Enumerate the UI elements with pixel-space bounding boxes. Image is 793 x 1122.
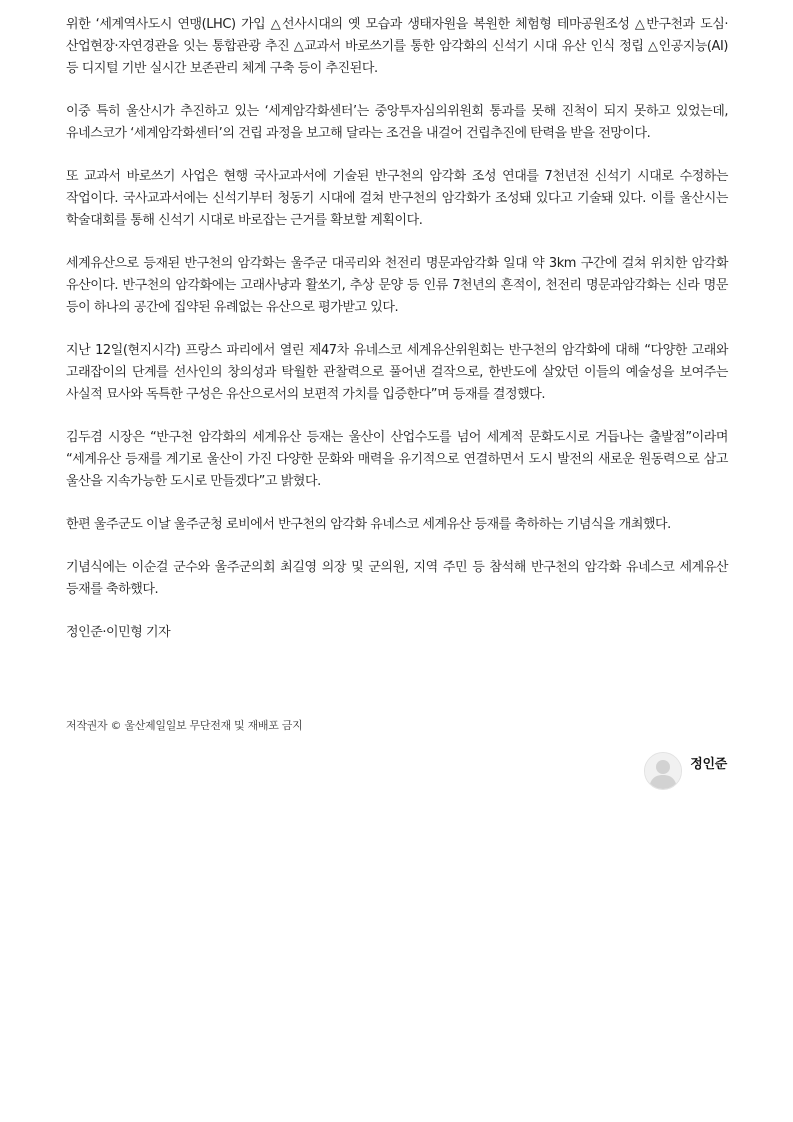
- article-byline: 정인준·이민형 기자: [66, 625, 171, 640]
- author-name[interactable]: 정인준: [690, 757, 727, 772]
- article-body: [66, 14, 728, 644]
- article-paragraph: 세계유산으로 등재된 반구천의 암각화는 울주군 대곡리와 천전리 명문과암각화 일대 약 3km 구간에 걸쳐 위치한 암각화 유산이다. 반구천의 암각화에는 고래사냥과 활쏘기, 추상 문양 등 인류 7천년의 흔적이, 천전리 명문과암각화는 신라 명문 등이 하나의 공간에 집약된 유례없는 유산으로 평가받고 있다.: [66, 256, 728, 315]
- article-paragraph: 이중 특히 울산시가 추진하고 있는 ‘세계암각화센터’는 중앙투자심의위원회 통과를 못해 진척이 되지 못하고 있었는데, 유네스코가 ‘세계암각화센터’의 건립 과정을 보고해 달라는 조건을 내걸어 건립추진에 탄력을 받을 전망이다.: [66, 104, 728, 141]
- article-paragraph: 한편 울주군도 이날 울주군청 로비에서 반구천의 암각화 유네스코 세계유산 등재를 축하하는 기념식을 개최했다.: [66, 517, 671, 532]
- copyright-notice: 저작권자 © 울산제일일보 무단전재 및 재배포 금지: [66, 719, 303, 732]
- article-paragraph: 위한 ‘세계역사도시 연맹(LHC) 가입 △선사시대의 옛 모습과 생태자원을 복원한 체험형 테마공원조성 △반구천과 도심·산업현장·자연경관을 잇는 통합관광 추진 △교과서 바로쓰기를 통한 암각화의 신석기 시대 유산 인식 정립 △인공지능(AI) 등 디지털 기반 실시간 보존관리 체계 구축 등이 추진된다.: [66, 17, 728, 76]
- article-paragraph: 지난 12일(현지시각) 프랑스 파리에서 열린 제47차 유네스코 세계유산위원회는 반구천의 암각화에 대해 “다양한 고래와 고래잡이의 단계를 선사인의 창의성과 탁월한 관찰력으로 풀어낸 걸작으로, 한반도에 살았던 이들의 예술성을 보여주는 사실적 묘사와 독특한 구성은 유산으로서의 보편적 가치를 입증한다”며 등재를 결정했다.: [66, 343, 728, 402]
- author-profile[interactable]: [644, 752, 727, 790]
- article-paragraph: 또 교과서 바로쓰기 사업은 현행 국사교과서에 기술된 반구천의 암각화 조성 연대를 7천년전 신석기 시대로 수정하는 작업이다. 국사교과서에는 신석기부터 청동기 시대에 걸쳐 반구천의 암각화가 조성돼 있다고 기술돼 있다. 이를 울산시는 학술대회를 통해 신석기 시대로 바로잡는 근거를 확보할 계획이다.: [66, 169, 728, 228]
- article-paragraph: 김두겸 시장은 “반구천 암각화의 세계유산 등재는 울산이 산업수도를 넘어 세계적 문화도시로 거듭나는 출발점”이라며 “세계유산 등재를 계기로 울산이 가진 다양한 문화와 매력을 유기적으로 연결하면서 도시 발전의 새로운 원동력으로 삼고 울산을 지속가능한 도시로 만들겠다”고 밝혔다.: [66, 430, 728, 489]
- user-avatar-icon[interactable]: [644, 752, 682, 790]
- article-paragraph: 기념식에는 이순걸 군수와 울주군의회 최길영 의장 및 군의원, 지역 주민 등 참석해 반구천의 암각화 유네스코 세계유산 등재를 축하했다.: [66, 560, 728, 597]
